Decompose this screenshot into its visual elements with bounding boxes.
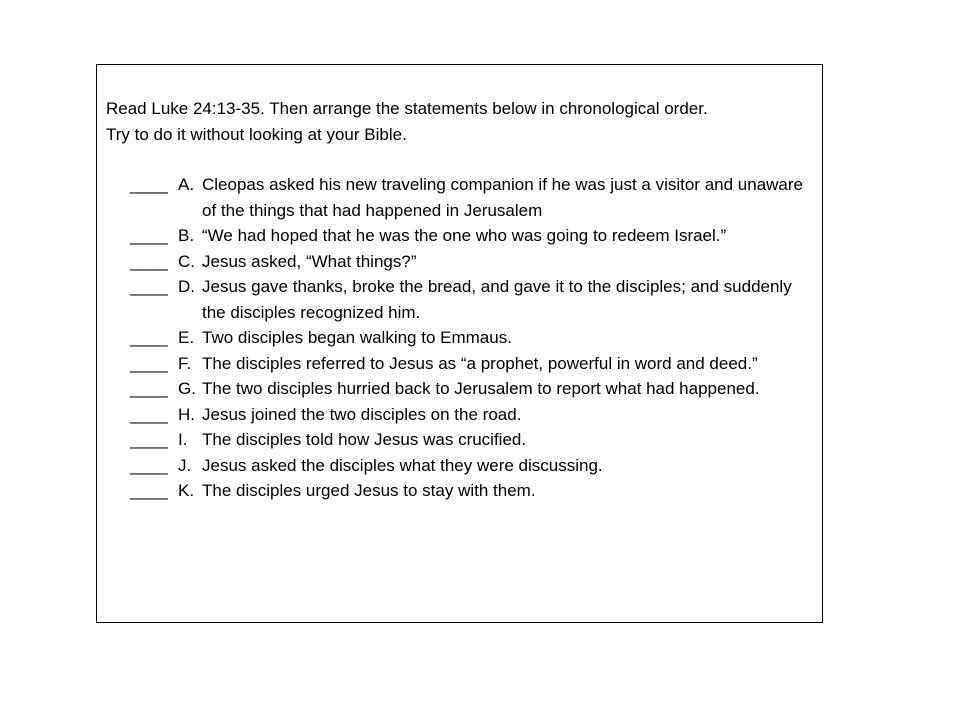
statement-letter: K. xyxy=(178,481,195,500)
instructions xyxy=(106,96,806,147)
statement-text: Jesus gave thanks, broke the bread, and gave it to the disciples; and suddenly the disciples recognized him. xyxy=(202,277,792,322)
statement-letter: F. xyxy=(178,353,192,373)
answer-blank[interactable]: ____ xyxy=(130,175,168,194)
statement-item-e xyxy=(130,325,820,351)
statement-text: “We had hoped that he was the one who was going to redeem Israel.” xyxy=(202,226,727,245)
answer-blank[interactable]: ____ xyxy=(130,481,168,500)
statement-letter: I. xyxy=(178,430,188,449)
answer-blank[interactable]: ____ xyxy=(130,353,168,373)
answer-blank[interactable]: ____ xyxy=(130,404,168,424)
statement-item-c xyxy=(130,249,820,275)
answer-blank[interactable]: ____ xyxy=(130,430,168,449)
statement-item-j xyxy=(130,453,820,479)
statement-letter: D. xyxy=(178,277,195,296)
answer-blank[interactable]: ____ xyxy=(130,251,168,271)
statement-letter: E. xyxy=(178,328,195,347)
statement-letter: C. xyxy=(178,251,195,271)
statement-text: Jesus asked the disciples what they were discussing. xyxy=(202,455,603,475)
answer-blank[interactable]: ____ xyxy=(130,455,168,475)
statement-item-b xyxy=(130,223,820,249)
statement-item-f xyxy=(130,351,820,377)
statement-text: Two disciples began walking to Emmaus. xyxy=(202,328,512,347)
statement-text: The disciples urged Jesus to stay with them. xyxy=(202,481,536,500)
answer-blank[interactable]: ____ xyxy=(130,328,168,347)
instructions-line-1: Read Luke 24:13-35. Then arrange the statements below in chronological order. xyxy=(106,99,708,118)
statement-item-d xyxy=(130,274,820,325)
statement-text: The two disciples hurried back to Jerusalem to report what had happened. xyxy=(202,379,760,398)
statement-letter: H. xyxy=(178,404,195,424)
statement-text: Jesus asked, “What things?” xyxy=(202,251,417,271)
statement-item-k xyxy=(130,478,820,504)
statement-item-a xyxy=(130,172,820,223)
statement-list xyxy=(130,172,820,504)
statement-letter: B. xyxy=(178,226,195,245)
statement-text: The disciples referred to Jesus as “a prophet, powerful in word and deed.” xyxy=(202,353,758,373)
answer-blank[interactable]: ____ xyxy=(130,379,168,398)
statement-item-i xyxy=(130,427,820,453)
statement-item-h xyxy=(130,402,820,428)
statement-text: Jesus joined the two disciples on the road. xyxy=(202,404,522,424)
statement-text: Cleopas asked his new traveling companion if he was just a visitor and unaware of the things that had happened in Jerusalem xyxy=(202,175,803,220)
answer-blank[interactable]: ____ xyxy=(130,226,168,245)
statement-letter: A. xyxy=(178,175,195,194)
instructions-line-2: Try to do it without looking at your Bible. xyxy=(106,124,407,144)
statement-item-g xyxy=(130,376,820,402)
statement-letter: G. xyxy=(178,379,196,398)
statement-letter: J. xyxy=(178,455,192,475)
statement-text: The disciples told how Jesus was crucified. xyxy=(202,430,527,449)
answer-blank[interactable]: ____ xyxy=(130,277,168,296)
